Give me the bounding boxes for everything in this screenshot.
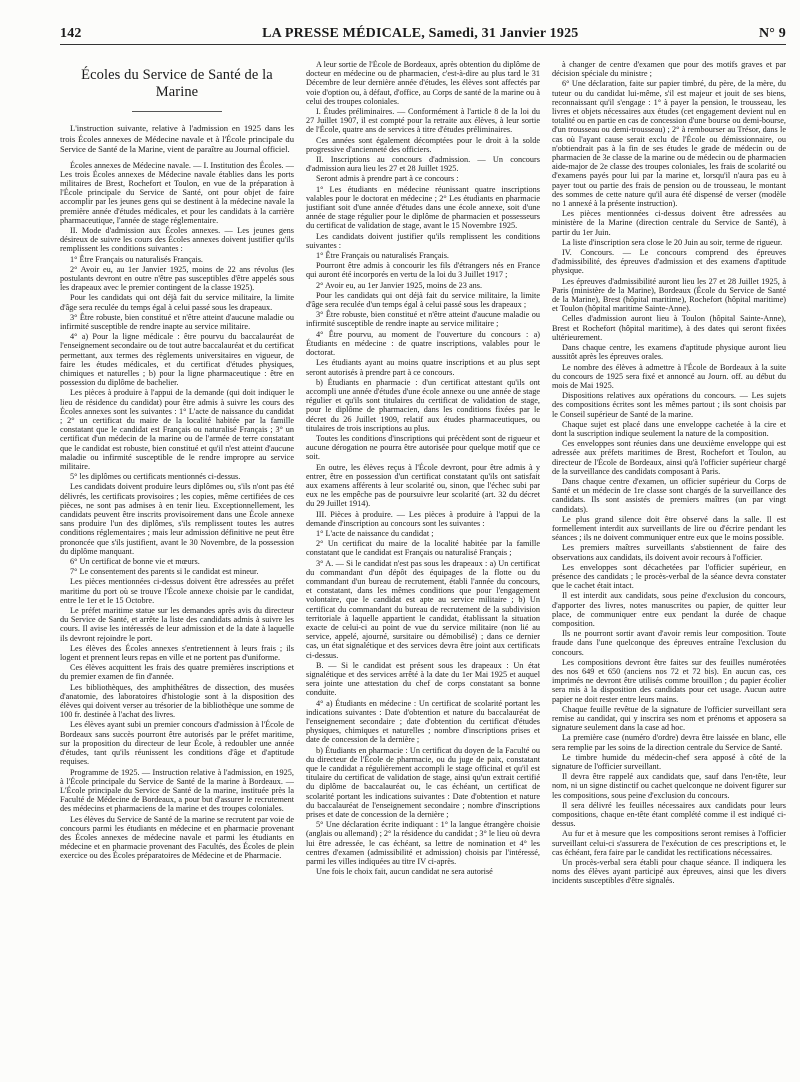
paragraph: Chaque feuille revêtue de la signature de l'officier surveillant sera remise au candidat, qui y inscrira ses nom et prénoms et apposera sa signature seulement dans la case ad hoc. <box>552 704 786 733</box>
page-header <box>60 26 786 42</box>
paragraph: 2° Un certificat du maire de la localité habitée par la famille constatant que le candidat est Français ou naturalisé Français ; <box>306 539 540 558</box>
paragraph: Dispositions relatives aux opérations du concours. — Les sujets des compositions écrites sont les mêmes partout ; ils sont choisis par le Conseil supérieur de Santé de la marine. <box>552 391 786 419</box>
journal-title: LA PRESSE MÉDICALE, Samedi, 31 Janvier 1925 <box>262 26 579 41</box>
paragraph: 6° Une déclaration, faite sur papier timbré, du père, de la mère, du tuteur ou du candidat lui-même, s'il est majeur et jouit de ses biens, reconnaissant qu'il s'engage : 1° à payer la pension, le trousseau, les livres et objets nécessaires aux études (cet engagement devient nul en totalité ou en partie en cas de concession d'une bourse ou demi-bourse, d'un trousseau ou demi-trousseau) ; 2° à rembourser au Trésor, dans le cas où l'ayant cause serait exclu de l'École ou démissionnaire, ou n'obtiendrait pas à la fin de ses études le grade de médecin ou de pharmacien de 3e classe de la marine ou de médecin ou de pharmacien aide-major de 2e classe des troupes coloniales, les frais de scolarité ou d'examens payés pour lui par la marine et, lorsqu'il n'aura pas eu à payer tout ou partie des frais de pension ou de trousseau, le montant des sommes de cette nature qu'il aura été dispensé de verser (modèle no 1 annexé à la présente instruction). <box>552 79 786 209</box>
paragraph: Au fur et à mesure que les compositions seront remises à l'officier surveillant celui-ci s'assurera de l'exécution de ces prescriptions et, le cas échéant, fera faire par le candidat les rectifications nécessaires. <box>552 829 786 857</box>
paragraph: Programme de 1925. — Instruction relative à l'admission, en 1925, à l'École principale du Service de Santé de la marine à Bordeaux. — L'École principale du Service de Santé de la marine, instituée près la Faculté de Médecine de Bordeaux, a pour but d'assurer le recrutement des médecins et pharmaciens de la marine et des troupes coloniales. <box>60 767 294 814</box>
paragraph: Ces élèves acquittent les frais des quatre premières inscriptions et du premier examen de fin d'année. <box>60 663 294 682</box>
paragraph: Les pièces mentionnées ci-dessus doivent être adressées au ministère de la Marine (direction centrale du Service de Santé), à partir du 1er Juin. <box>552 209 786 237</box>
paragraph: Les compositions devront être faites sur des feuilles numérotées des nos 649 et 650 (anciens nos 72 et 72 bis). En aucun cas, ces imprimés ne devront être utilisés comme brouillon ; du papier écolier sera mis à la disposition des candidats pour cet usage. Aucun autre papier ne doit rester entre leurs mains. <box>552 657 786 704</box>
column-3 <box>552 60 786 1076</box>
paragraph: b) Étudiants en pharmacie : Un certificat du doyen de la Faculté ou du directeur de l'École de pharmacie, ou du juge de paix, constatant que le candidat a régulièrement accompli le stage officinal et qu'il est titulaire du certificat de validation de stage, ainsi qu'un extrait certifié du diplôme de baccalauréat ou, le cas échéant, un certificat de scolarité portant les indications suivantes : Date d'obtention et nature du baccalauréat de l'enseignement secondaire ; nombre d'inscriptions prises et date de concession de la dernière ; <box>306 745 540 820</box>
paragraph: Le nombre des élèves à admettre à l'École de Bordeaux à la suite du concours de 1925 sera fixé et annoncé au Journ. off. au début du mois de Mai 1925. <box>552 362 786 390</box>
paragraph: 3° A. — Si le candidat n'est pas sous les drapeaux : a) Un certificat du commandant d'un dépôt des équipages de la flotte ou du commandant d'un bureau de recrutement, établi l'année du concours, et constatant, dans les mêmes conditions que pour l'engagement volontaire, que le candidat est apte au service militaire ; b) Un certificat du commandant du bureau de recrutement de la subdivision territoriale à laquelle appartient le candidat, établissant la situation exacte de celui-ci au point de vue du service militaire (non lié au service, appelé, ajourné, sursitaire ou démobilisé) ; dans ce dernier cas, un état signalétique et des services devra être joint aux certificats ci-dessus. <box>306 558 540 660</box>
paragraph: 3° Être robuste, bien constitué et n'être atteint d'aucune maladie ou infirmité susceptible de rendre inapte au service militaire ; <box>306 310 540 329</box>
paragraph: II. Inscriptions au concours d'admission. — Un concours d'admission aura lieu les 27 et 28 Juillet 1925. <box>306 155 540 174</box>
paragraph: Les étudiants ayant au moins quatre inscriptions et au plus sept seront autorisés à prendre part à ce concours. <box>306 358 540 377</box>
header-rule <box>60 44 786 45</box>
title-rule <box>132 111 222 112</box>
paragraph: Dans chaque centre d'examen, un officier supérieur du Corps de Santé et un médecin de 1re classe sont chargés de la surveillance des candidats. Ils sont assistés de premiers maîtres (un par vingt candidats). <box>552 476 786 514</box>
paragraph: Les candidats doivent justifier qu'ils remplissent les conditions suivantes : <box>306 231 540 250</box>
paragraph: Dans chaque centre, les examens d'aptitude physique auront lieu aussitôt après les épreuves orales. <box>552 343 786 362</box>
paragraph: Les premiers maîtres surveillants s'abstiennent de faire des observations aux candidats, ils doivent avoir recours à l'officier. <box>552 543 786 562</box>
paragraph: Ces enveloppes sont réunies dans une deuxième enveloppe qui est adressée aux préfets maritimes de Brest, Rochefort et Toulon, au directeur de l'École de Bordeaux, ainsi qu'à l'officier supérieur chargé de la surveillance des candidats composant à Paris. <box>552 439 786 476</box>
paragraph: Les bibliothèques, des amphithéâtres de dissection, des musées d'anatomie, des laboratoires d'histologie sont à la disposition des élèves qui doivent verser au trésorier de la bibliothèque une somme de 100 fr. destinée à l'achat des livres. <box>60 682 294 720</box>
paragraph: Le plus grand silence doit être observé dans la salle. Il est formellement interdit aux surveillants de lire ou d'écrire pendant les séances ; ils ne doivent communiquer entre eux que le moins possible. <box>552 514 786 543</box>
paragraph: Les candidats doivent produire leurs diplômes ou, s'ils n'ont pas été délivrés, les certificats provisoires ; les copies, même certifiées de ces pièces, ne sont pas admises à en tenir lieu. Exceptionnellement, les candidats peuvent être inscrits provisoirement dans une École annexe sans produire l'un des diplômes, s'ils remplissent toutes les autres conditions réglementaires ; mais leur admission définitive ne peut être prononcée que s'ils justifient, avant le 30 Novembre, de la possession du diplôme manquant. <box>60 482 294 556</box>
paragraph: La liste d'inscription sera close le 20 Juin au soir, terme de rigueur. <box>562 237 783 247</box>
paragraph: I. Études préliminaires. — Conformément à l'article 8 de la loi du 27 Juillet 1907, il est compté pour la retraite aux élèves, à leur sortie de l'École, quatre ans de services à titre d'études préliminaires. <box>306 107 540 135</box>
paragraph: Une fois le choix fait, aucun candidat ne sera autorisé <box>316 867 493 877</box>
paragraph: 2° Avoir eu, au 1er Janvier 1925, moins de 23 ans. <box>316 280 483 290</box>
paragraph: II. Mode d'admission aux Écoles annexes. — Les jeunes gens désireux de suivre les cours des Écoles annexes doivent justifier qu'ils remplissent les conditions suivantes : <box>60 225 294 254</box>
paragraph: 1° L'acte de naissance du candidat ; <box>316 528 434 538</box>
paragraph: Les élèves ayant subi un premier concours d'admission à l'École de Bordeaux sans succès pourront être autorisés par le préfet maritime, sur la proposition du directeur de leur École, à redoubler une année d'études, tant qu'ils réunissent les conditions d'âge et d'aptitude requises. <box>60 720 294 767</box>
paragraph: 1° Les étudiants en médecine réunissant quatre inscriptions valables pour le doctorat en médecine ; 2° Les étudiants en pharmacie justifiant soit d'une année d'études dans une école annexe, soit d'une année de stage régulier pour le diplôme de pharmacien et possesseurs du certificat de validation de stage, avant le 15 Novembre 1925. <box>306 184 540 231</box>
article-title: Écoles du Service de Santé de la Marine <box>81 67 273 100</box>
paragraph: Toutes les conditions d'inscriptions qui précèdent sont de rigueur et aucune dérogation ne pourra être autorisée pour quelque motif que ce soit. <box>306 433 540 462</box>
page-number: 142 <box>60 26 82 41</box>
paragraph: 3° Être robuste, bien constitué et n'être atteint d'aucune maladie ou infirmité susceptible de rendre inapte au service militaire. <box>60 312 294 331</box>
paragraph: Pourront être admis à concourir les fils d'étrangers nés en France qui auront été incorporés en vertu de la loi du 3 Juillet 1917 ; <box>306 261 540 280</box>
paragraph: Le préfet maritime statue sur les demandes après avis du directeur du Service de Santé, et arrête la liste des candidats admis à suivre les cours. Il avise les intéressés de leur admission et de la date à laquelle ils devront rejoindre le port. <box>60 606 294 643</box>
paragraph: Il est interdit aux candidats, sous peine d'exclusion du concours, d'apporter des livres, notes manuscrites ou papier, de quitter leur place, de communiquer entre eux pendant la durée de chaque composition. <box>552 591 786 628</box>
paragraph: Seront admis à prendre part à ce concours : <box>316 174 459 184</box>
paragraph: IV. Concours. — Le concours comprend des épreuves d'admissibilité, des épreuves d'admission et des examens d'aptitude physique. <box>552 248 786 276</box>
paragraph: B. — Si le candidat est présent sous les drapeaux : Un état signalétique et des services arrêté à la date du 1er Mai 1925 et auquel sera jointe une attestation du chef de corps constatant sa bonne conduite. <box>306 660 540 698</box>
paragraph: Les pièces mentionnées ci-dessus doivent être adressées au préfet maritime du port où se trouve l'École annexe choisie par le candidat, entre le 1er et le 15 Octobre. <box>60 577 294 605</box>
paragraph: Celles d'admission auront lieu à Toulon (hôpital Sainte-Anne), Brest et Rochefort (hôpital maritime), à des dates qui seront fixées ultérieurement. <box>552 314 786 342</box>
paragraph: Les enveloppes sont décachetées par l'officier supérieur, en présence des candidats ; le procès-verbal de la séance devra constater que le cachet était intact. <box>552 562 786 591</box>
paragraph: Ils ne pourront sortir avant d'avoir remis leur composition. Toute fraude dans l'une quelconque des épreuves entraîne l'exclusion du concours. <box>552 629 786 657</box>
paragraph: Pour les candidats qui ont déjà fait du service militaire, la limite d'âge sera reculée du temps égal à celui passé sous les drapeaux. <box>60 293 294 312</box>
paragraph: En outre, les élèves reçus à l'École devront, pour être admis à y entrer, être en possession d'un certificat constatant qu'ils ont satisfait aux examens afférents à leur scolarité ou, sinon, que l'échec subi par eux ne les empêche pas de poursuivre leur scolarité (art. 32 du décret du 29 Juillet 1914). <box>306 462 540 509</box>
paragraph: Il sera délivré les feuilles nécessaires aux candidats pour leurs compositions, chaque en-tête étant complété comme il est indiqué ci-dessus. <box>552 800 786 829</box>
paragraph: Les élèves des Écoles annexes s'entretiennent à leurs frais ; ils logent et prennent leurs repas en ville et ne portent pas d'uniforme. <box>60 643 294 663</box>
paragraph: 5° les diplômes ou certificats mentionnés ci-dessus. <box>70 472 241 482</box>
article-columns <box>60 60 786 1076</box>
paragraph: Les épreuves d'admissibilité auront lieu les 27 et 28 Juillet 1925, à Paris (ministère de la Marine), Bordeaux (École du Service de Santé de la Marine), Brest (hôpital maritime), Rochefort (hôpital maritime) et Toulon (hôpital maritime Sainte-Anne). <box>552 276 786 314</box>
paragraph: Le timbre humide du médecin-chef sera apposé à côté de la signature de l'officier surveillant. <box>552 752 786 772</box>
paragraph: III. Pièces à produire. — Les pièces à produire à l'appui de la demande d'inscription au concours sont les suivantes : <box>306 509 540 528</box>
paragraph: A leur sortie de l'École de Bordeaux, après obtention du diplôme de docteur en médecine ou de pharmacien, c'est-à-dire au plus tard le 31 Décembre de leur dernière année d'études, les élèves sont affectés par voie d'option ou, à défaut, d'office, au Corps de santé de la marine ou à celui des troupes coloniales. <box>306 60 540 106</box>
paragraph: 1° Être Français ou naturalisés Français. <box>70 254 203 264</box>
paragraph: Un procès-verbal sera établi pour chaque séance. Il indiquera les noms des élèves ayant participé aux épreuves, ainsi que les divers incidents susceptibles d'être signalés. <box>552 858 786 886</box>
paragraph: 1° Être Français ou naturalisés Français. <box>316 251 449 261</box>
paragraph: 2° Avoir eu, au 1er Janvier 1925, moins de 22 ans révolus (les postulants devront en outre n'être pas susceptibles d'être appelés sous les drapeaux avec le premier contingent de la classe 1925). <box>60 264 294 293</box>
paragraph: b) Étudiants en pharmacie : d'un certificat attestant qu'ils ont accompli une année d'études d'une école annexe ou une année de stage régulier et qu'ils sont titulaires du certificat de validation de stage, pour le diplôme de pharmacien, dans les conditions fixées par le décret du 26 Juillet 1909, relatif aux études pharmaceutiques, ou titulaires de trois inscriptions au plus. <box>306 377 540 433</box>
paragraph: Les pièces à produire à l'appui de la demande (qui doit indiquer le lieu de résidence du candidat) pour être admis à suivre les cours des Écoles annexes sont les suivantes : 1° L'acte de naissance du candidat ; 2° un certificat du maire de la localité habitée par la famille constatant que le candidat est Français ou naturalisé Français ; 3° un certificat d'un médecin de la marine ou de l'armée de terre constatant que le candidat est robuste, bien constitué et qu'il n'est atteint d'aucune maladie ou infirmité susceptible de le rendre impropre au service militaire. <box>60 388 294 471</box>
paragraph: Les élèves du Service de Santé de la marine se recrutent par voie de concours parmi les étudiants en médecine et en pharmacie provenant des Écoles annexes de médecine navale et parmi les étudiants en médecine et en pharmacie provenant des Facultés, des Écoles de plein exercice ou des Écoles préparatoires de Médecine et de Pharmacie. <box>60 814 294 861</box>
paragraph: 7° Le consentement des parents si le candidat est mineur. <box>70 567 259 577</box>
column-1 <box>60 60 294 1076</box>
paragraph: Écoles annexes de Médecine navale. — I. Institution des Écoles. — Les trois Écoles annexes de Médecine navale établies dans les ports militaires de Brest, Rochefort et Toulon, en vue de la préparation à l'École principale du Service de Santé, ont pour objet de faire accomplir par les jeunes gens qui se destinent à la médecine navale la première année d'études médicales, et pour les candidats à la carrière pharmaceutique, l'année de stage réglementaire. <box>60 160 294 225</box>
paragraph: Il devra être rappelé aux candidats que, sauf dans l'en-tête, leur nom, ni un signe distinctif ou cachet quelconque ne doivent figurer sur les compositions, sous peine d'exclusion du concours. <box>552 772 786 800</box>
paragraph: Pour les candidats qui ont déjà fait du service militaire, la limite d'âge sera reculée d'un temps égal à celui passé sous les drapeaux ; <box>306 290 540 310</box>
paragraph: 4° a) Étudiants en médecine : Un certificat de scolarité portant les indications suivantes : Date d'obtention et nature du baccalauréat de l'enseignement secondaire ; date d'obtention du certificat d'études physiques, chimiques et naturelles ; nombre d'inscriptions prises et date de concession de la dernière ; <box>306 698 540 745</box>
column-2 <box>306 60 540 1076</box>
paragraph: Ces années sont également décomptées pour le droit à la solde progressive d'ancienneté des officiers. <box>306 135 540 154</box>
paragraph: 4° a) Pour la ligne médicale : être pourvu du baccalauréat de l'enseignement secondaire ou de tout autre baccalauréat et du certificat permettant, aux termes des règlements universitaires en vigueur, de faire les études médicales, et du certificat d'études physiques, chimiques et naturelles ; b) pour la ligne pharmaceutique : être en possession du diplôme de bachelier. <box>60 332 294 388</box>
paragraph: 5° Une déclaration écrite indiquant : 1° la langue étrangère choisie (anglais ou allemand) ; 2° la résidence du candidat ; 3° le lieu où devra lui être adressée, le cas échéant, sa lettre de nomination et 4° les centres d'examen (admissibilité et admission) choisis par l'intéressé, parmi les villes indiquées au titre IV ci-après. <box>306 820 540 867</box>
paragraph: 6° Un certificat de bonne vie et mœurs. <box>70 557 200 567</box>
paragraph: à changer de centre d'examen que pour des motifs graves et par décision spéciale du ministre ; <box>552 60 786 79</box>
issue-number: N° 9 <box>758 26 786 41</box>
article-intro: L'instruction suivante, relative à l'admission en 1925 dans les trois Écoles annexes de Médecine navale et à l'École principale du Service de Santé de la Marine, vient de paraître au Journal officiel. <box>60 123 294 154</box>
paragraph: Chaque sujet est placé dans une enveloppe cachetée à la cire et dont la suscription indique seulement la nature de la composition. <box>552 419 786 438</box>
paragraph: La première case (numéro d'ordre) devra être laissée en blanc, elle sera remplie par les soins de la direction centrale du Service de Santé. <box>552 733 786 752</box>
paragraph: 4° Être pourvu, au moment de l'ouverture du concours : a) Étudiants en médecine : de quatre inscriptions, valables pour le doctorat. <box>306 329 540 358</box>
